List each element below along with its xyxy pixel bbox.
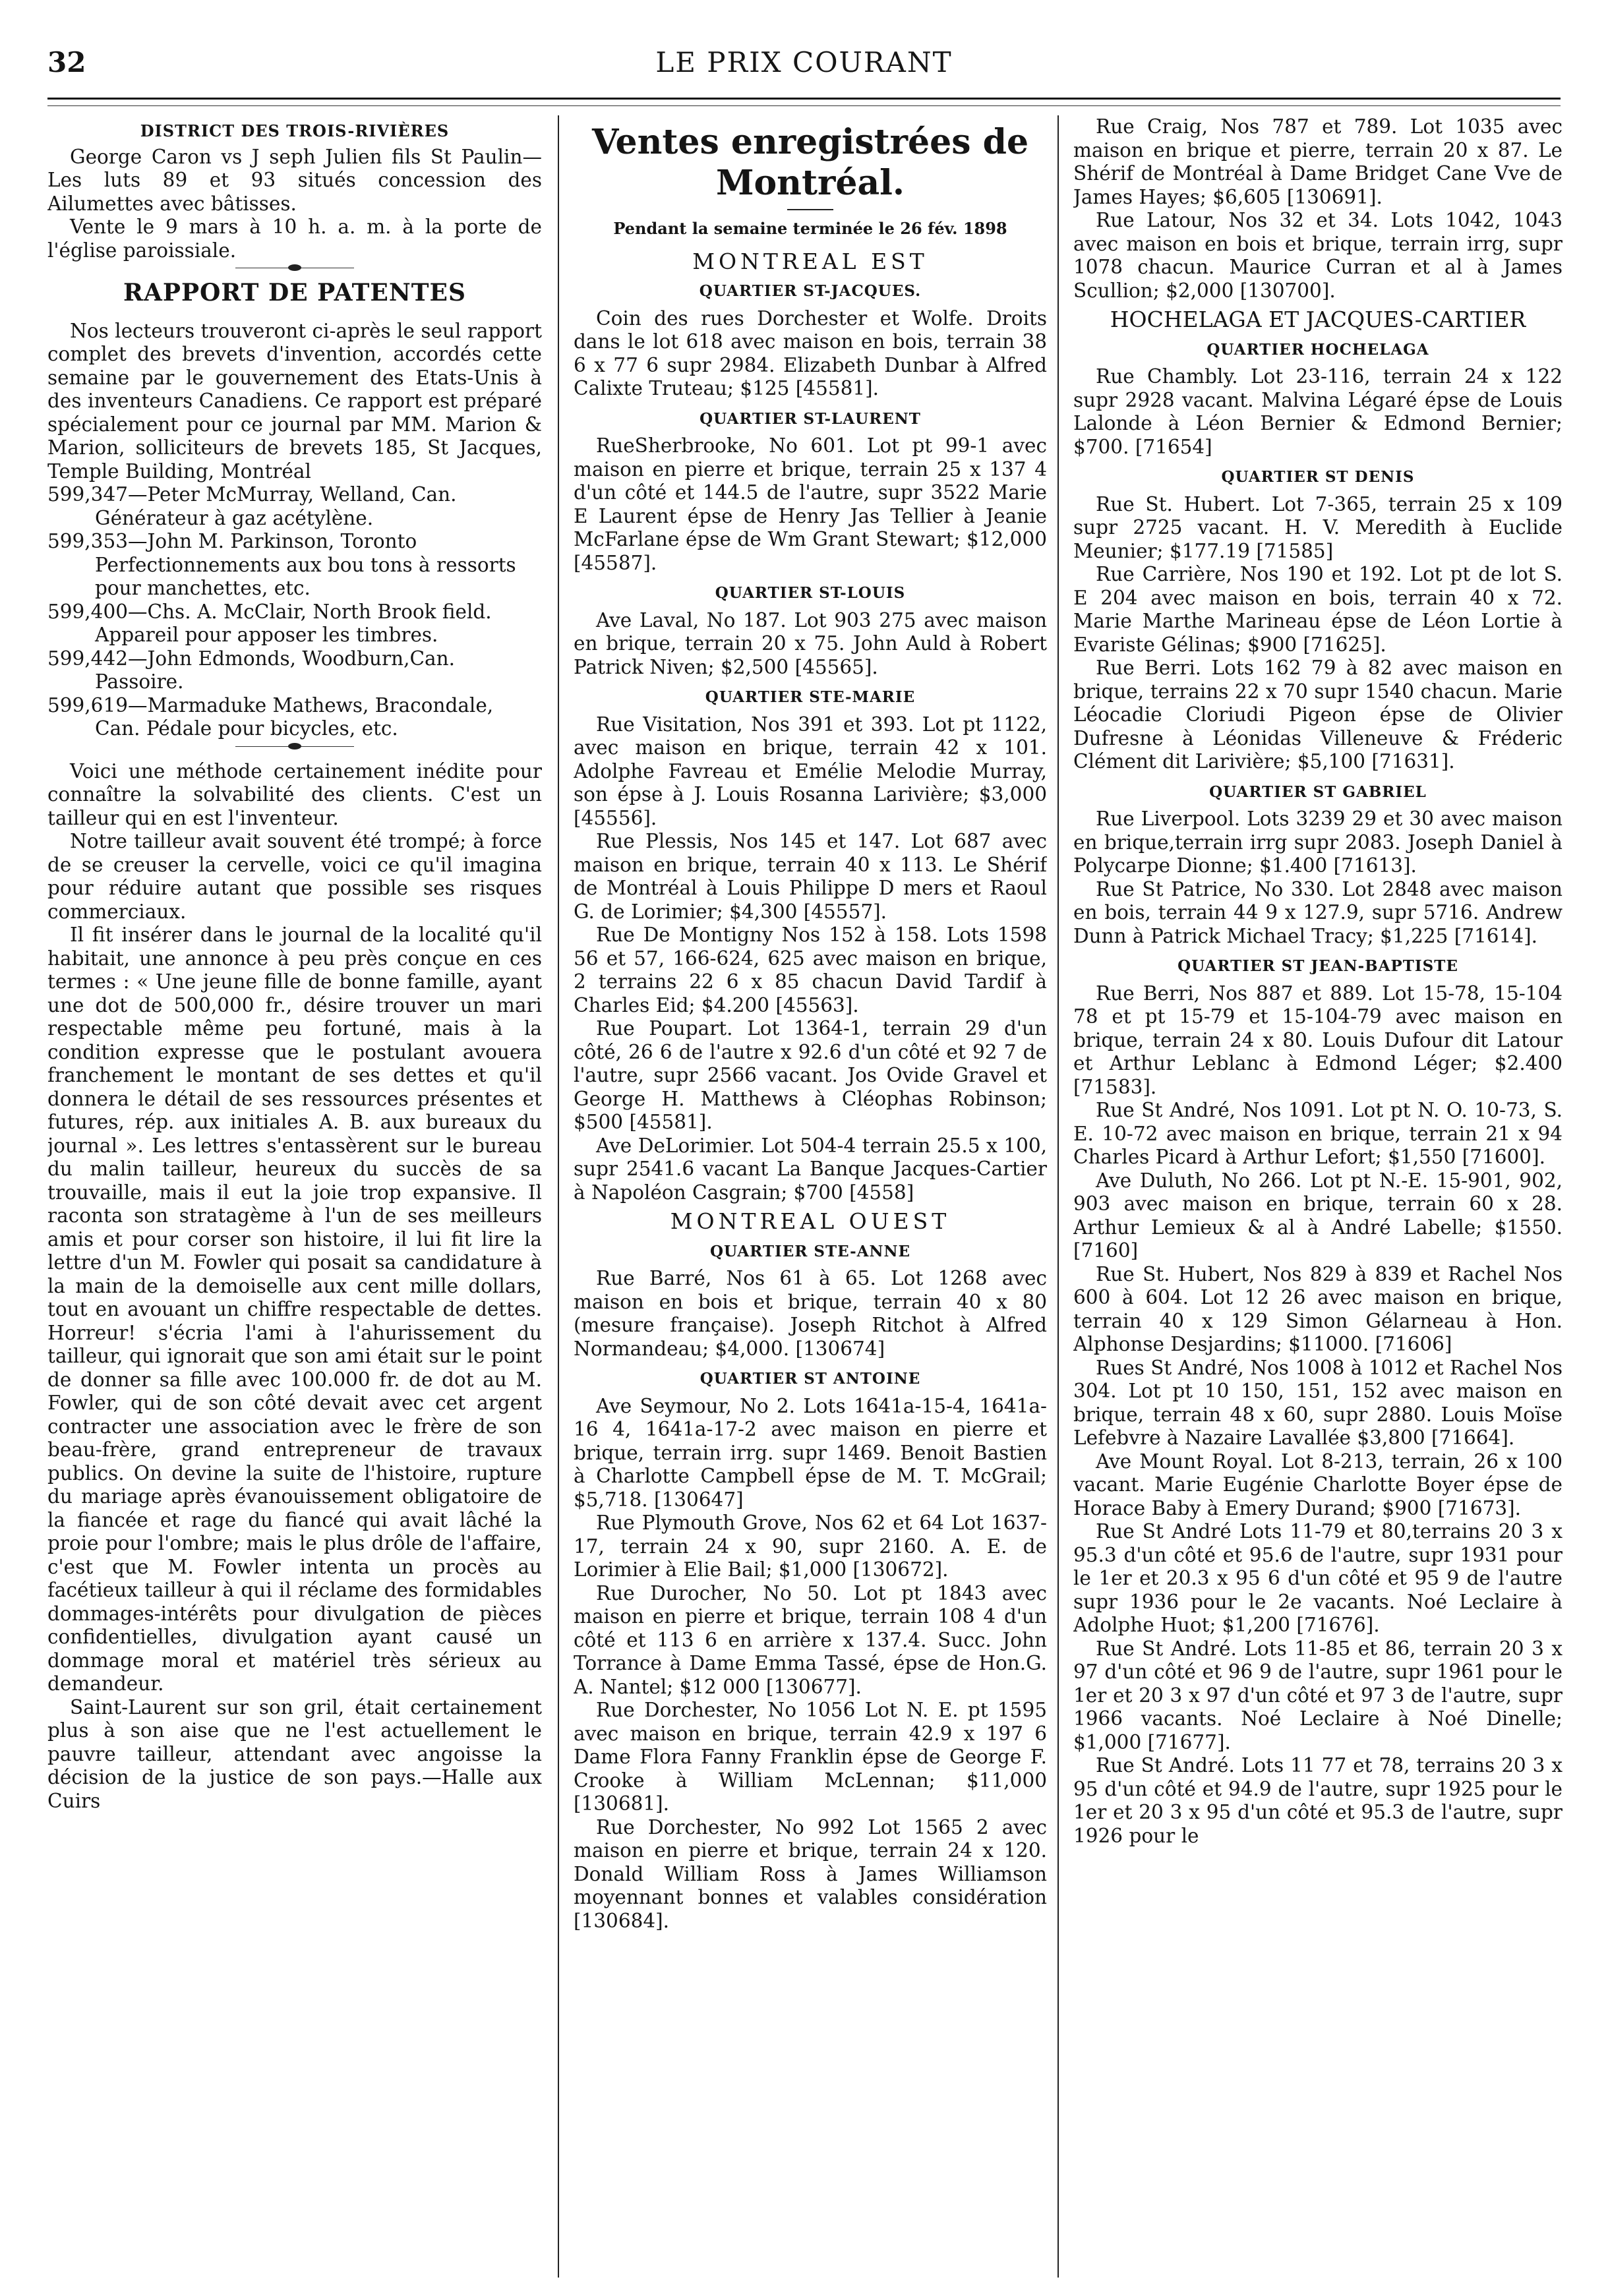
quartier-heading: QUARTIER ST DENIS bbox=[1221, 468, 1415, 486]
sale-entry: Rue Plessis, Nos 145 et 147. Lot 687 avec maison en brique, terrain 40 x 113. Le Shérif de Montréal à Louis Philippe D mers et Raoul G. de Lorimier; $4,300 [45557]. bbox=[574, 830, 1047, 923]
header-rule bbox=[47, 98, 1561, 100]
sale-entry: Rue St André Lots 11-79 et 80,terrains 20 3 x 95.3 d'un côté et 95.6 de l'autre, supr 1931 pour le 1er et 20.3 x 95 6 d'un côté et 95 9 de l'autre supr 1936 pour le 2e vacants. Noé Leclaire à Adolphe Huot; $1,200 [71676]. bbox=[1073, 1520, 1563, 1636]
sale-entry: Ave Seymour, No 2. Lots 1641a-15-4, 1641a-16 4, 1641a-17-2 avec maison en pierre et brique, terrain irrg. supr 1469. Benoit Bastien à Charlotte Campbell épse de M. T. McGrail; $5,718. [130647] bbox=[574, 1394, 1047, 1511]
sale-entry: Rue Berri, Nos 887 et 889. Lot 15-78, 15-104 78 et pt 15-79 et 15-104-79 avec maison en brique, terrain 24 x 80. Louis Dufour dit Latour et Arthur Leblanc à Edmond Léger; $2.400 [71583]. bbox=[1073, 982, 1563, 1098]
separator-ornament bbox=[235, 746, 354, 751]
column-left bbox=[47, 115, 542, 2278]
quartier-heading: QUARTIER STE-ANNE bbox=[709, 1242, 911, 1260]
sale-entry: Ave Laval, No 187. Lot 903 275 avec maison en brique, terrain 20 x 75. John Auld à Robert Patrick Niven; $2,500 [45565]. bbox=[574, 608, 1047, 678]
section-montreal-ouest: MONTREAL OUEST bbox=[670, 1208, 951, 1234]
patents-heading: RAPPORT DE PATENTES bbox=[123, 279, 466, 307]
quartier-heading: QUARTIER ST-JACQUES. bbox=[699, 282, 922, 300]
column-middle bbox=[574, 115, 1047, 2278]
patent-entry: 599,442—John Edmonds, Woodburn,Can. Passoire. bbox=[47, 647, 456, 693]
sale-entry: RueSherbrooke, No 601. Lot pt 99-1 avec maison en pierre et brique, terrain 25 x 137 4 d'un côté et 144.5 de l'autre, supr 3522 Marie E Laurent épse de Henry Jas Tellier à Jeanie McFarlane épse de Wm Grant Stewart; $12,000 [45587]. bbox=[574, 434, 1047, 574]
sale-entry: Rue St André. Lots 11-85 et 86, terrain 20 3 x 97 d'un côté et 96 9 de l'autre, supr 1961 pour le 1er et 20 3 x 97 d'un côté et 97 3 de l'autre, supr 1966 vacants. Noé Leclaire à Noé Dinelle; $1,000 [71677]. bbox=[1073, 1637, 1563, 1753]
story-paragraph: Voici une méthode certainement inédite pour connaître la solvabilité des clients. C'est un tailleur qui en est l'inventeur. bbox=[47, 759, 542, 829]
quartier-heading: QUARTIER ST-LAURENT bbox=[700, 409, 921, 428]
header-rule-thin bbox=[47, 105, 1561, 106]
quartier-heading: QUARTIER STE-MARIE bbox=[705, 688, 916, 706]
quartier-heading: QUARTIER HOCHELAGA bbox=[1206, 340, 1429, 359]
sale-entry: Rue Visitation, Nos 391 et 393. Lot pt 1122, avec maison en brique, terrain 42 x 101. Adolphe Favreau et Emélie Melodie Murray, son épse à J. Louis Rosanna Larivière; $3,000 [45556]. bbox=[574, 713, 1047, 829]
tailor-story bbox=[47, 760, 542, 1813]
quartier-heading: QUARTIER ST GABRIEL bbox=[1209, 782, 1427, 801]
section-montreal-est: MONTREAL EST bbox=[692, 248, 928, 274]
sale-entry: Rue St André, Nos 1091. Lot pt N. O. 10-73, S. E. 10-72 avec maison en brique, terrain 21 x 94 Charles Picard à Arthur Lefort; $1,550 [71600]. bbox=[1073, 1099, 1563, 1168]
page-number: 32 bbox=[47, 46, 86, 78]
sale-entry: Rue Durocher, No 50. Lot pt 1843 avec maison en pierre et brique, terrain 108 4 d'un côté et 113 6 en arrière x 137.4. Succ. John Torrance à Dame Emma Tassé, épse de Hon.G. A. Nantel; $12 000 [130677]. bbox=[574, 1581, 1047, 1698]
column-right bbox=[1073, 115, 1563, 2278]
separator-ornament bbox=[235, 268, 354, 272]
quartier-heading: QUARTIER ST ANTOINE bbox=[700, 1370, 921, 1388]
page-header bbox=[47, 46, 1561, 86]
story-paragraph: Il fit insérer dans le journal de la localité qu'il habitait, une annonce à peu près conçue en ces termes : « Une jeune fille de bonne famille, ayant une dot de 500,000 fr., désire trouver un mari respectable même peu fortuné, mais à la condition expresse que le postulant avouera franchement le montant de ses dettes et qu'il donnera le détail de ses ressources présentes et futures, rép. aux initiales A. B. aux bureaux du journal ». Les lettres s'entassèrent sur le bureau du malin tailleur, heureux du succès de sa trouvaille, mais il eut la joie trop expansive. Il raconta son stratagème à l'un de ses meilleurs amis et pour corser son histoire, il lui fit lire la lettre d'un M. Fowler qui posait sa candidature à la main de la demoiselle aux cent mille dollars, tout en avouant un chiffre respectable de dettes. Horreur! s'écria l'ami à l'ahurissement du tailleur, qui ignorait que son ami était sur le point de donner sa fille avec 100.000 fr. de dot au M. Fowler, qui de son côté devait avec cet argent contracter une association avec le frère de son beau-frère, grand entrepreneur de travaux publics. On devine la suite de l'histoire, rupture du mariage après évanouissement obligatoire de la fiancée et rage du fiancé qui avait lâché la proie pour l'ombre; mais le plus drôle de l'affaire, c'est que M. Fowler intenta un procès au facétieux tailleur à qui il réclame des formidables dommages-intérêts pour divulgation de pièces confidentielles, divulgation ayant causé un dommage moral et matériel très sérieux au demandeur. bbox=[47, 924, 542, 1695]
sale-entry: Rue St Patrice, No 330. Lot 2848 avec maison en bois, terrain 44 9 x 127.9, supr 5716. Andrew Dunn à Patrick Michael Tracy; $1,225 [71614]. bbox=[1073, 877, 1563, 947]
district-heading: DISTRICT DES TROIS-RIVIÈRES bbox=[140, 121, 450, 140]
title-rule bbox=[787, 209, 833, 210]
region-heading: HOCHELAGA ET JACQUES-CARTIER bbox=[1110, 307, 1526, 332]
sale-entry: Rue Plymouth Grove, Nos 62 et 64 Lot 1637-17, terrain 24 x 90, supr 2160. A. E. de Lorimier à Elie Bail; $1,000 [130672]. bbox=[574, 1512, 1047, 1581]
sale-entry: Rue St André. Lots 11 77 et 78, terrains 20 3 x 95 d'un côté et 94.9 de l'autre, supr 1925 pour le 1er et 20 3 x 95 d'un côté et 95.3 de l'autre, supr 1926 pour le bbox=[1073, 1754, 1563, 1847]
article-title: Ventes enregistrées de Montréal. bbox=[591, 122, 1029, 203]
sale-entry: Coin des rues Dorchester et Wolfe. Droits dans le lot 618 avec maison en bois, terrain 38 6 x 77 6 supr 2984. Elizabeth Dunbar à Alfred Calixte Truteau; $125 [45581]. bbox=[574, 307, 1047, 399]
sale-entry: Ave DeLorimier. Lot 504-4 terrain 25.5 x 100, supr 2541.6 vacant La Banque Jacques-Cartier à Napoléon Casgrain; $700 [4558] bbox=[574, 1134, 1047, 1204]
sale-entry: Rue Liverpool. Lots 3239 29 et 30 avec maison en brique,terrain irrg supr 2083. Joseph Daniel à Polycarpe Dionne; $1.400 [71613]. bbox=[1073, 808, 1563, 877]
district-sale: Vente le 9 mars à 10 h. a. m. à la porte de l'église paroissiale. bbox=[47, 216, 542, 262]
sale-entry: Ave Duluth, No 266. Lot pt N.-E. 15-901, 902, 903 avec maison en brique, terrain 60 x 28. Arthur Lemieux & al à André Labelle; $1550. [7160] bbox=[1073, 1169, 1563, 1262]
sale-entry: Rue De Montigny Nos 152 à 158. Lots 1598 56 et 57, 166-624, 625 avec maison en brique, 2 terrains 22 6 x 85 chacun David Tardif à Charles Eid; $4.200 [45563]. bbox=[574, 924, 1047, 1016]
sale-entry: Rue Carrière, Nos 190 et 192. Lot pt de lot S. E 204 avec maison en bois, terrain 40 x 72. Marie Marthe Marineau épse de Léon Lortie à Evariste Gélinas; $900 [71625]. bbox=[1073, 563, 1563, 656]
patent-entry: 599,347—Peter McMurray, Welland, Can. Générateur à gaz acétylène. bbox=[47, 483, 457, 529]
period-line: Pendant la semaine terminée le 26 fév. 1898 bbox=[613, 219, 1007, 238]
patent-list bbox=[47, 483, 542, 741]
sale-entry: Rue Chambly. Lot 23-116, terrain 24 x 122 supr 2928 vacant. Malvina Légaré épse de Louis Lalonde à Léon Bernier & Edmond Bernier; $700. [71654] bbox=[1073, 365, 1563, 458]
column-divider bbox=[1057, 115, 1059, 2278]
sale-entry: Rue Dorchester, No 992 Lot 1565 2 avec maison en pierre et brique, terrain 24 x 120. Donald William Ross à James Williamson moyennant bonnes et valables considération [130684]. bbox=[574, 1815, 1047, 1932]
story-paragraph: Notre tailleur avait souvent été trompé; à force de se creuser la cervelle, voici ce qu'il imagina pour réduire autant que possible ses risques commerciaux. bbox=[47, 830, 542, 923]
column-divider bbox=[558, 115, 559, 2278]
sale-entry: Rues St André, Nos 1008 à 1012 et Rachel Nos 304. Lot pt 10 150, 151, 152 avec maison en brique, terrain 48 x 60, supr 2880. Louis Moïse Lefebvre à Nazaire Lavallée $3,800 [71664]. bbox=[1073, 1356, 1563, 1449]
sale-entry: Rue Craig, Nos 787 et 789. Lot 1035 avec maison en brique et pierre, terrain 20 x 87. Le Shérif de Montréal à Dame Bridget Cane Vve de James Hayes; $6,605 [130691]. bbox=[1073, 115, 1563, 208]
district-text: George Caron vs J seph Julien fils St Paulin—Les luts 89 et 93 situés concession des Ailumettes avec bâtisses. bbox=[47, 145, 542, 215]
story-paragraph: Saint-Laurent sur son gril, était certainement plus à son aise que ne l'est actuellement le pauvre tailleur, attendant avec angoisse la décision de la justice de son pays.—Halle aux Cuirs bbox=[47, 1695, 542, 1812]
patent-entry: 599,400—Chs. A. McClair, North Brook field. Appareil pour apposer les timbres. bbox=[47, 600, 492, 646]
sale-entry: Rue Latour, Nos 32 et 34. Lots 1042, 1043 avec maison en bois et brique, terrain irrg, supr 1078 chacun. Maurice Curran et al à James Scullion; $2,000 [130700]. bbox=[1073, 209, 1563, 302]
sale-entry: Rue St. Hubert, Nos 829 à 839 et Rachel Nos 600 à 604. Lot 12 26 avec maison en brique, terrain 40 x 129 Simon Gélarneau à Hon. Alphonse Desjardins; $11000. [71606] bbox=[1073, 1262, 1563, 1355]
sale-entry: Rue Barré, Nos 61 à 65. Lot 1268 avec maison en bois et brique, terrain 40 x 80 (mesure française). Joseph Ritchot à Alfred Normandeau; $4,000. [130674] bbox=[574, 1267, 1047, 1360]
patent-entry: 599,619—Marmaduke Mathews, Bracondale, Can. Pédale pour bicycles, etc. bbox=[47, 693, 494, 740]
sale-entry: Ave Mount Royal. Lot 8-213, terrain, 26 x 100 vacant. Marie Eugénie Charlotte Boyer épse de Horace Baby à Emery Durand; $900 [71673]. bbox=[1073, 1450, 1563, 1519]
quartier-heading: QUARTIER ST-LOUIS bbox=[715, 584, 906, 602]
sale-entry: Rue Berri. Lots 162 79 à 82 avec maison en brique, terrains 22 x 70 supr 1540 chacun. Marie Léocadie Cloriudi Pigeon épse de Olivier Dufresne à Léonidas Villeneuve & Fréderic Clément dit Larivière; $5,100 [71631]. bbox=[1073, 657, 1563, 773]
sale-entry: Rue Dorchester, No 1056 Lot N. E. pt 1595 avec maison en brique, terrain 42.9 x 197 6 Dame Flora Fanny Franklin épse de George F. Crooke à William McLennan; $11,000 [130681]. bbox=[574, 1699, 1047, 1815]
patent-entry: 599,353—John M. Parkinson, Toronto Perfectionnements aux bou tons à ressorts pour manchettes, etc. bbox=[47, 530, 516, 599]
quartier-heading: QUARTIER ST JEAN-BAPTISTE bbox=[1177, 957, 1458, 975]
sale-entry: Rue Poupart. Lot 1364-1, terrain 29 d'un côté, 26 6 de l'autre x 92.6 d'un côté et 92 7 de l'autre, supr 2566 vacant. Jos Ovide Gravel et George H. Matthews à Cléophas Robinson; $500 [45581]. bbox=[574, 1017, 1047, 1133]
sale-entry: Rue St. Hubert. Lot 7-365, terrain 25 x 109 supr 2725 vacant. H. V. Meredith à Euclide Meunier; $177.19 [71585] bbox=[1073, 492, 1563, 562]
journal-title: LE PRIX COURANT bbox=[655, 46, 953, 78]
patents-intro: Nos lecteurs trouveront ci-après le seul rapport complet des brevets d'invention, accordés cette semaine par le gouvernement des Etats-Unis à des inventeurs Canadiens. Ce rapport est préparé spécialement pour ce journal par MM. Marion & Marion, solliciteurs de brevets 185, St Jacques, Temple Building, Montréal bbox=[47, 319, 542, 483]
